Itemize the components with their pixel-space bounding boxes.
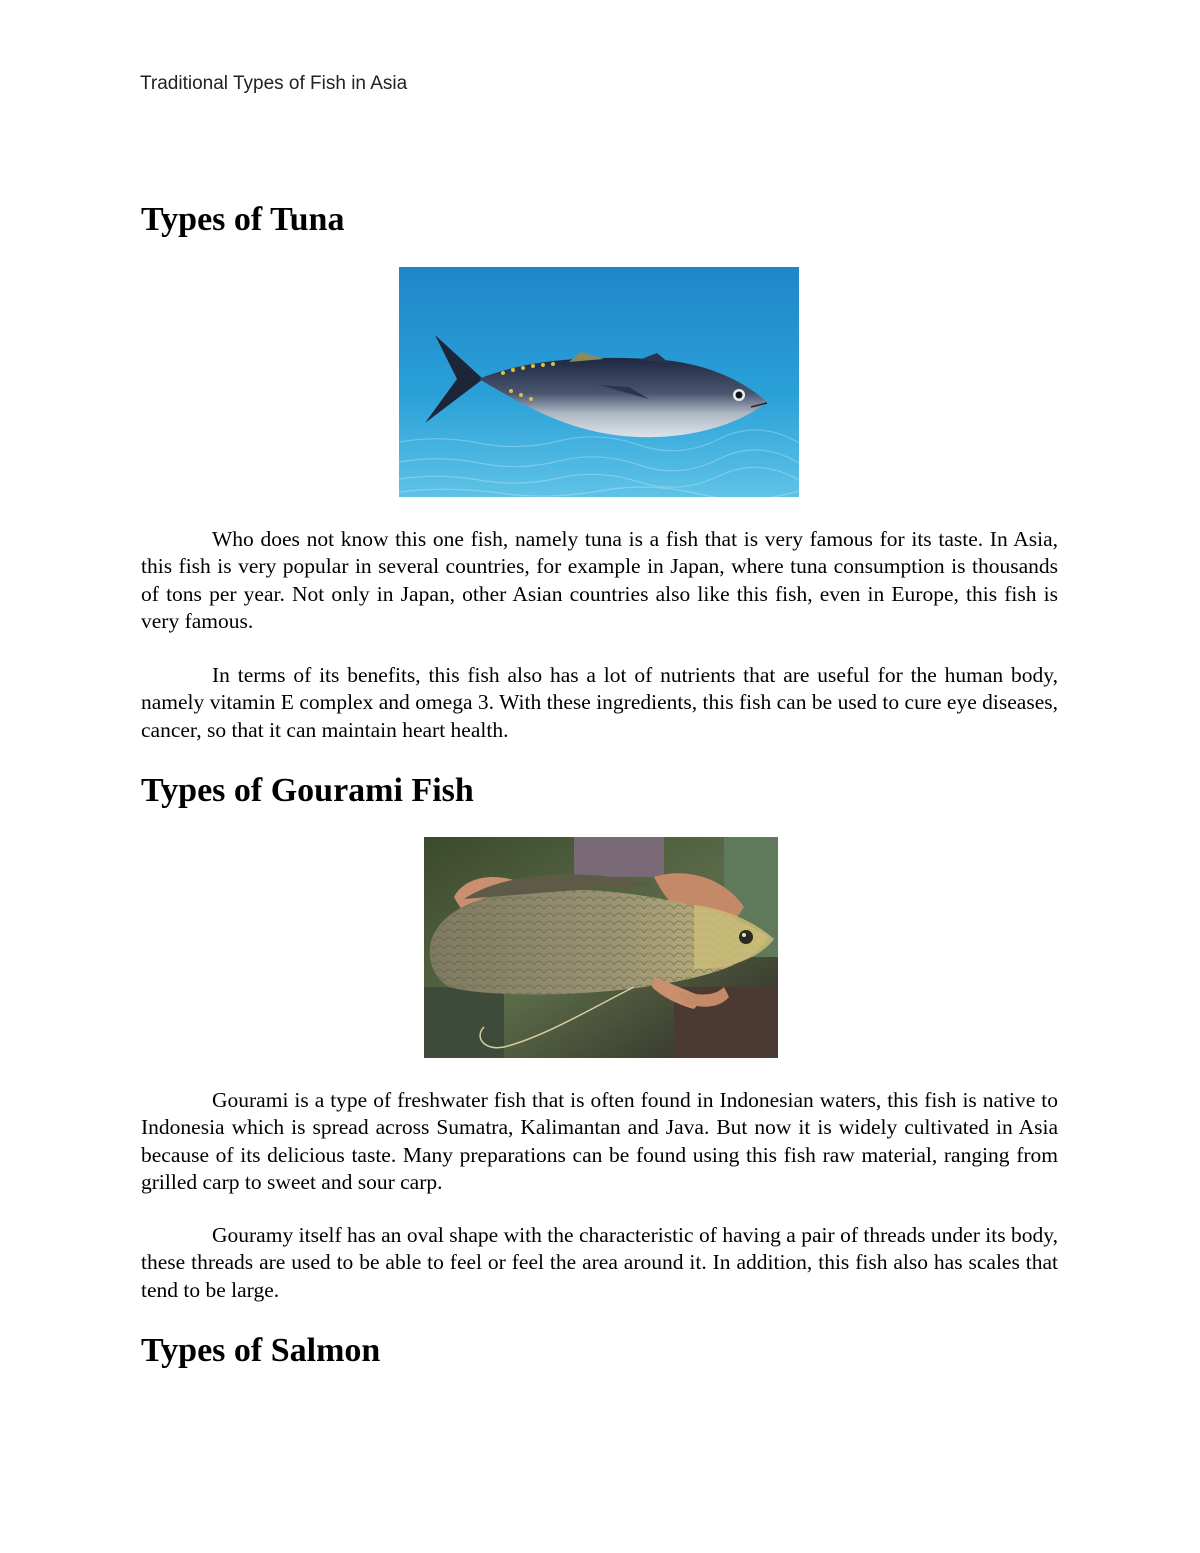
tuna-photo-icon: [399, 267, 799, 497]
section-heading-salmon: Types of Salmon: [141, 1332, 381, 1369]
tuna-photo: [399, 267, 799, 497]
gourami-paragraph-2: Gouramy itself has an oval shape with the characteristic of having a pair of threads under its body, these threads are used to be able to feel or feel the area around it. In addition, this fish also has scales that tend to be large.: [141, 1223, 1058, 1302]
tuna-paragraph-1: Who does not know this one fish, namely tuna is a fish that is very famous for its taste. In Asia, this fish is very popular in several countries, for example in Japan, where tuna consumption is thousands of tons per year. Not only in Japan, other Asian countries also like this fish, even in Europe, this fish is very famous.: [141, 527, 1058, 633]
tuna-paragraph-2: In terms of its benefits, this fish also has a lot of nutrients that are useful for the human body, namely vitamin E complex and omega 3. With these ingredients, this fish can be used to cure eye diseases, cancer, so that it can maintain heart health.: [141, 663, 1058, 742]
section-heading-tuna: Types of Tuna: [141, 201, 345, 238]
running-header: Traditional Types of Fish in Asia: [140, 73, 408, 94]
section-heading-gourami: Types of Gourami Fish: [141, 772, 474, 809]
gourami-photo: [424, 837, 778, 1058]
gourami-photo-icon: [424, 837, 778, 1058]
gourami-paragraph-1: Gourami is a type of freshwater fish that is often found in Indonesian waters, this fish is native to Indonesia which is spread across Sumatra, Kalimantan and Java. But now it is widely cultivated in Asia because of its delicious taste. Many preparations can be found using this fish raw material, ranging from grilled carp to sweet and sour carp.: [141, 1088, 1058, 1194]
